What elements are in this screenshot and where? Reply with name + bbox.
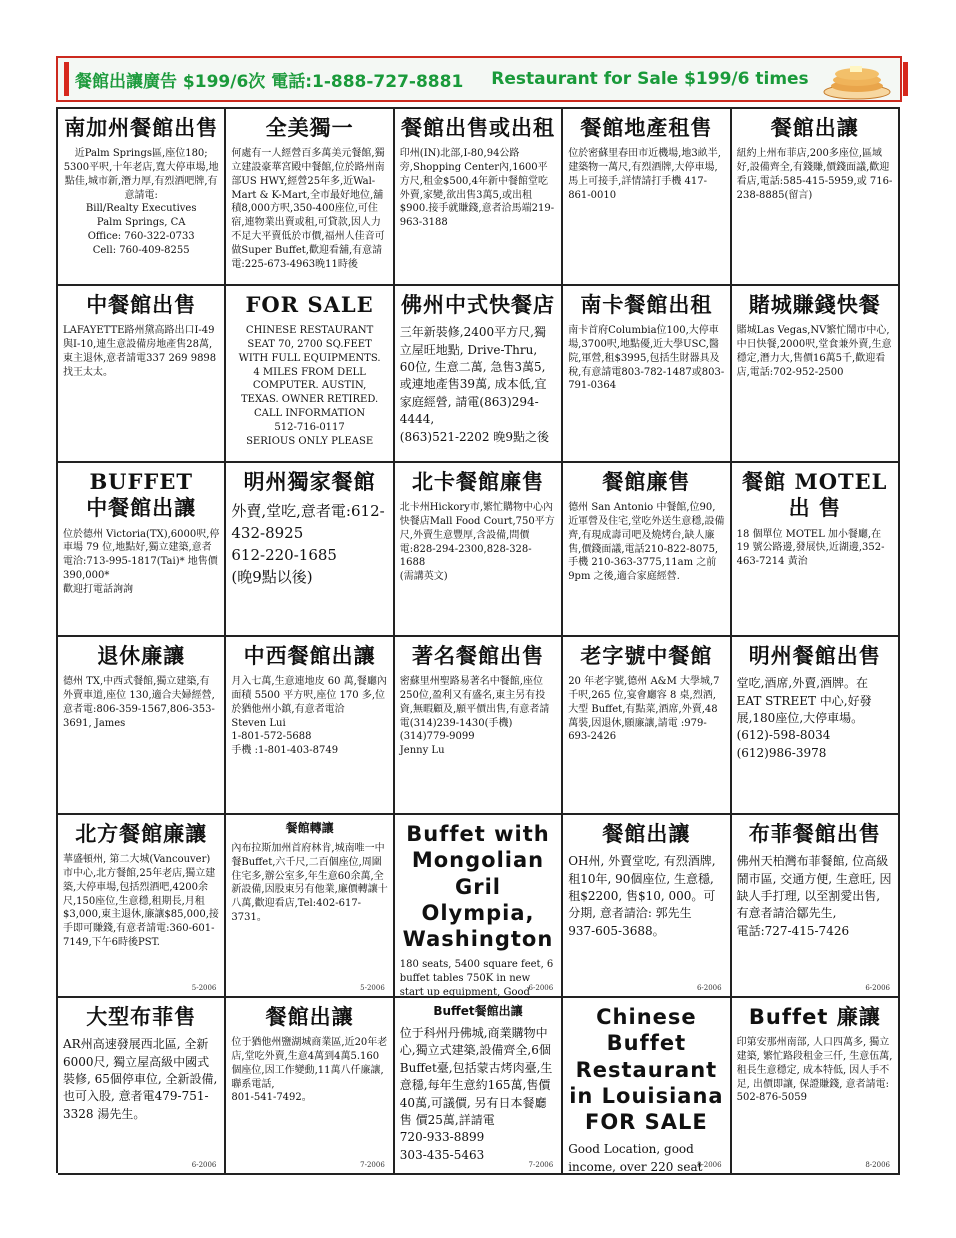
- ad-cell: [563, 463, 731, 637]
- ad-cell: [226, 109, 394, 286]
- ad-title: 全美獨一: [265, 116, 354, 140]
- ad-title: 退休廉讓: [97, 644, 186, 668]
- ad-cell: [563, 998, 731, 1175]
- ad-body: 180 seats, 5400 square feet, 6 buffet tables 750K in new start up equipment, Good: [399, 959, 554, 998]
- ad-cell: [395, 463, 563, 637]
- ad-body: 德州 TX,中西式餐館,獨立建築,有外賣車道,座位 130,適合夫婦經營,意者電:806-359-1567,806-353-3691, James: [63, 676, 215, 729]
- ad-body: 18 個單位 MOTEL 加小餐廳,在 19 號公路邊,發展快,近湖邊,352-463-7214 黃治: [736, 528, 885, 568]
- ad-body: 印第安那州南部, 人口四萬多, 獨立建築, 繁忙路段租金三仟, 生意伍萬, 租長生意穩定, 成本特低, 因人手不足, 出價即讓, 保證賺錢, 意者請電: 502-876-5059: [736, 1037, 893, 1104]
- ad-date-stamp: 5-2006: [360, 984, 385, 992]
- ad-cell: [563, 815, 731, 998]
- ad-body: 北卡州Hickory市,繁忙購物中心內快餐店Mall Food Court,750平方尺,外賣生意豐厚,含設備,問價電:828-294-2300,828-328-1688 (需講英文): [399, 502, 555, 583]
- ad-title: 老字號中餐館: [580, 644, 713, 668]
- ad-body: 南卡首府Columbia位100,大停車場,3700呎,地點優,近大學USC,醫院,軍營,租$3995,包括生財器具及稅,有意請電803-782-1487或803-791-0364: [568, 325, 725, 392]
- ad-body: 紐約上州布菲店,200多座位,區域好,設備齊全,有錢賺,價錢面議,歡迎看店,電話:585-415-5959,或 716-238-8885(留言): [736, 148, 893, 201]
- ad-cell: [58, 998, 226, 1175]
- ad-date-stamp: 5-2006: [191, 984, 217, 992]
- ad-cell: [226, 286, 394, 463]
- ad-title: 餐館轉讓: [285, 821, 334, 835]
- ad-date-stamp: 6-2006: [528, 984, 554, 992]
- ad-title: 中餐館出售: [86, 293, 197, 317]
- ad-title: 賭城賺錢快餐: [748, 293, 881, 317]
- ad-title: BUFFET 中餐館出讓: [86, 469, 197, 521]
- ad-body: 三年新裝修,2400平方尺,獨立屋旺地點, Drive-Thru, 60位, 生意二萬, 急售3萬5,或連地產售39萬, 成本低,宜家庭經營, 請電(863)294-4444, (863)521-2202 晚9點之後: [399, 325, 550, 444]
- ad-body: 德州 San Antonio 中餐館,位90,近軍營及住宅,堂吃外送生意穩,設備齊,有現成壽司吧及燒烤台,缺人廉售,價錢面議,電話210-822-8075,手機 210-363-3775,11am 之前 9pm 之後,適合家庭經營.: [568, 502, 725, 583]
- ad-cell: [563, 637, 731, 815]
- ad-cell: [226, 998, 394, 1175]
- ad-title: 明州獨家餐館: [243, 470, 376, 494]
- ad-title: 北卡餐館廉售: [411, 470, 544, 494]
- banner-left-bar: [64, 62, 69, 96]
- banner-right-bar: [903, 62, 908, 96]
- ad-title: 餐館出讓: [602, 822, 691, 846]
- ad-title: 南加州餐館出售: [64, 116, 219, 140]
- ad-body: 位於德州 Victoria(TX),6000呎,停車場 79 位,地點好,獨立建築,意者電洽:713-995-1817(Tai)* 地售價 390,000* 歡迎打電話詢詢: [63, 528, 220, 595]
- banner-chinese-text: 餐館出讓廣告 $199/6次 電話:1-888-727-8881: [75, 71, 464, 92]
- ad-cell: [226, 637, 394, 815]
- ad-title: 著名餐館出售: [411, 644, 544, 668]
- ad-cell: [226, 463, 394, 637]
- ad-title: 北方餐館廉讓: [75, 822, 208, 846]
- ad-cell: [395, 109, 563, 286]
- ad-body: 佛州天柏灣布菲餐館, 位高級鬧市區, 交通方便, 生意旺, 因缺人手打理, 以至割愛出售, 有意者請洽鄒先生, 電話:727-415-7426: [736, 854, 892, 938]
- ad-title: Buffet with Mongolian Gril Olympia, Washington: [402, 822, 554, 951]
- ad-body: Good Location, good income, over 220 seat: [568, 1142, 703, 1174]
- ad-body: 堂吃,酒席,外賣,酒牌。在 EAT STREET 中心,好發展,180座位,大停車場。 (612)-598-8034 (612)986-3978: [736, 676, 872, 760]
- ad-title: 餐館地產租售: [580, 116, 713, 140]
- ad-title: FOR SALE: [245, 292, 374, 317]
- ad-body: 內布拉斯加州首府林肯,城南唯一中餐Buffet,六千尺,二百個座位,周圍住宅多,辦公室多,年生意60余萬,全新設備,因股東另有他業,廉價轉讓十八萬,歡迎看店,Tel:402-617-3731。: [231, 843, 388, 923]
- ad-body: 月入七萬,生意連地皮 60 萬,餐廳內面積 5500 平方呎,座位 170 多,位於猶他州小鎮,有意者電洽 Steven Lui 1-801-572-5688 手機 :1-801-403-8749: [231, 676, 387, 757]
- ad-body: 印州(IN)北部,I-80,94公路旁,Shopping Center內,1600平方尺,租金$500,4年新中餐館堂吃外賣,家變,欲出售3萬5,或出租$900.接手就賺錢,意者洽馬端219-963-3188: [399, 148, 555, 229]
- ad-cell: [58, 637, 226, 815]
- ad-body: OH州, 外賣堂吃, 有烈酒牌, 租10年, 90個座位, 生意穩, 租$2200, 售$10, 000。可分期, 意者請洽: 郭先生 937-605-3688。: [568, 854, 716, 938]
- classified-ads-grid: [56, 107, 900, 1173]
- ad-title: 中西餐館出讓: [243, 644, 376, 668]
- ad-body: 密蘇里州聖路易著名中餐館,座位250位,盈利又有盛名,東主另有投資,無暇顧及,願平價出售,有意者請電(314)239-1430(手機)(314)779-9099 Jenny Lu: [399, 676, 550, 757]
- ad-body: LAFAYETTE路州黛高路出口I-49與I-10,連生意設備房地產售28萬,東主退休,意者請電337 269 9898找王太太。: [63, 325, 217, 378]
- ad-title: 餐館出售或出租: [400, 116, 555, 140]
- ad-cell: [732, 815, 900, 998]
- ad-date-stamp: 7-2006: [360, 1161, 385, 1169]
- ad-cell: [395, 637, 563, 815]
- header-banner: [56, 56, 902, 102]
- ad-body: 位于猶他州鹽湖城商業區,近20年老店,堂吃外賣,生意4萬到4萬5.160個座位,因工作變動,11萬八仟廉讓,聯系電話, 801-541-7492。: [231, 1037, 388, 1104]
- ad-cell: [563, 286, 731, 463]
- ad-cell: [58, 815, 226, 998]
- ad-body: 華盛頓州, 第二大城(Vancouver)市中心,北方餐館,25年老店,獨立建築,大停車場,包括烈酒吧,4200余尺,150座位,生意穩,租期長,月租$3,000,東主退休,廉讓$85,000,接手即可賺錢,有意者請電:360-601-7149,下午6時後PST.: [63, 854, 219, 949]
- ad-body: CHINESE RESTAURANT SEAT 70, 2700 SQ.FEET WITH FULL EQUIPMENTS. 4 MILES FROM DELL COMPUTER. AUSTIN, TEXAS. OWNER RETIRED. CALL INFORMATION 512-716-0117 SERIOUS ONLY PLEASE: [238, 325, 381, 447]
- ad-cell: [58, 463, 226, 637]
- ad-cell: [395, 998, 563, 1175]
- ad-title: 餐館廉售: [602, 470, 691, 494]
- ad-title: 明州餐館出售: [748, 644, 881, 668]
- ad-cell: [732, 109, 900, 286]
- pancake-icon: [822, 60, 892, 100]
- ad-title: 餐館出讓: [770, 116, 859, 140]
- ad-date-stamp: 6-2006: [865, 984, 890, 992]
- ad-cell: [732, 637, 900, 815]
- ad-body: AR州高速發展西北區, 全新6000尺, 獨立屋高級中國式裝修, 65個停車位, 全新設備, 也可入股, 意者電479-751-3328 湯先生。: [63, 1037, 218, 1121]
- ad-body: 位於密蘇里春田市近機場,地3畝半,建築物一萬尺,有烈酒牌,大停車場,馬上可接手,詳情請打手機 417-861-0010: [568, 148, 721, 201]
- ad-body: 位于科州丹佛城,商業購物中心,獨立式建築,設備齊全,6個Buffet臺,包括蒙古烤肉臺,生意穩,每年生意約165萬,售價40萬,可議價, 另有日本餐廳售 價25萬,詳請電 720-933-8899 303-435-5463: [399, 1026, 553, 1162]
- ad-cell: [732, 286, 900, 463]
- ad-title: 佛州中式快餐店: [400, 293, 555, 317]
- ad-body: 外賣,堂吃,意者電:612-432-8925 612-220-1685 (晚9點以後): [231, 502, 385, 586]
- ad-title: Buffet餐館出讓: [433, 1004, 523, 1018]
- ad-title: 布菲餐館出售: [748, 822, 881, 846]
- ad-date-stamp: 6-2006: [696, 984, 722, 992]
- ad-cell: [58, 286, 226, 463]
- ad-cell: [226, 815, 394, 998]
- ad-date-stamp: 8-2006: [865, 1161, 890, 1169]
- ad-body: 何處有一人經營百多萬美元餐館,獨立建設豪華宮殿中餐館,位於路州南部US HWY,經營25年多,近Wal-Mart & K-Mart,全市最好地位,舖積8,000方呎,350-400座位,可住宿,連物業出賣或租,可貸款,因人力不足大平賣低於市價,福州人佳音可做Super Buffet,歡迎看舖,有意請電:225-673-4963晚11時後: [231, 148, 385, 270]
- ad-body: 20 年老字號,德州 A&M 大學城,7 千呎,265 位,宴會廳容 8 桌,烈酒,大型 Buffet,有點菜,酒席,外賣,48 萬裝,因退休,願廉讓,請電 :979-693-2426: [568, 676, 720, 743]
- ad-body: 賭城Las Vegas,NV繁忙鬧市中心,中日快餐,2000呎,堂食兼外賣,生意穩定,潛力大,售價16萬5千,歡迎看店,電話:702-952-2500: [736, 325, 892, 378]
- banner-english-text: Restaurant for Sale $199/6 times: [491, 69, 809, 89]
- ad-title: 餐館出讓: [265, 1005, 354, 1029]
- ad-cell: [563, 109, 731, 286]
- ad-date-stamp: 6-2006: [191, 1161, 217, 1169]
- ad-cell: [732, 463, 900, 637]
- ad-title: 餐館 MOTEL 出 售: [742, 469, 888, 521]
- ad-title: 大型布菲售: [86, 1005, 197, 1029]
- ad-cell: [58, 109, 226, 286]
- ad-cell: [395, 815, 563, 998]
- ad-cell: [732, 998, 900, 1175]
- ad-title: Buffet 廉讓: [748, 1005, 881, 1029]
- ad-body: 近Palm Springs區,座位180; 5300平呎,十年老店,寬大停車場,地點佳,城市新,潛力厚,有烈酒吧牌,有意請電: Bill/Realty Executives Palm Springs, CA Office: 760-322-0733 Cell: 760-409-8255: [63, 148, 219, 256]
- ad-title: 南卡餐館出租: [580, 293, 713, 317]
- ad-date-stamp: 7-2006: [528, 1161, 554, 1169]
- ad-cell: [395, 286, 563, 463]
- ad-title: Chinese Buffet Restaurant in Louisiana FOR SALE: [569, 1005, 724, 1134]
- ad-date-stamp: 8-2006: [696, 1161, 722, 1169]
